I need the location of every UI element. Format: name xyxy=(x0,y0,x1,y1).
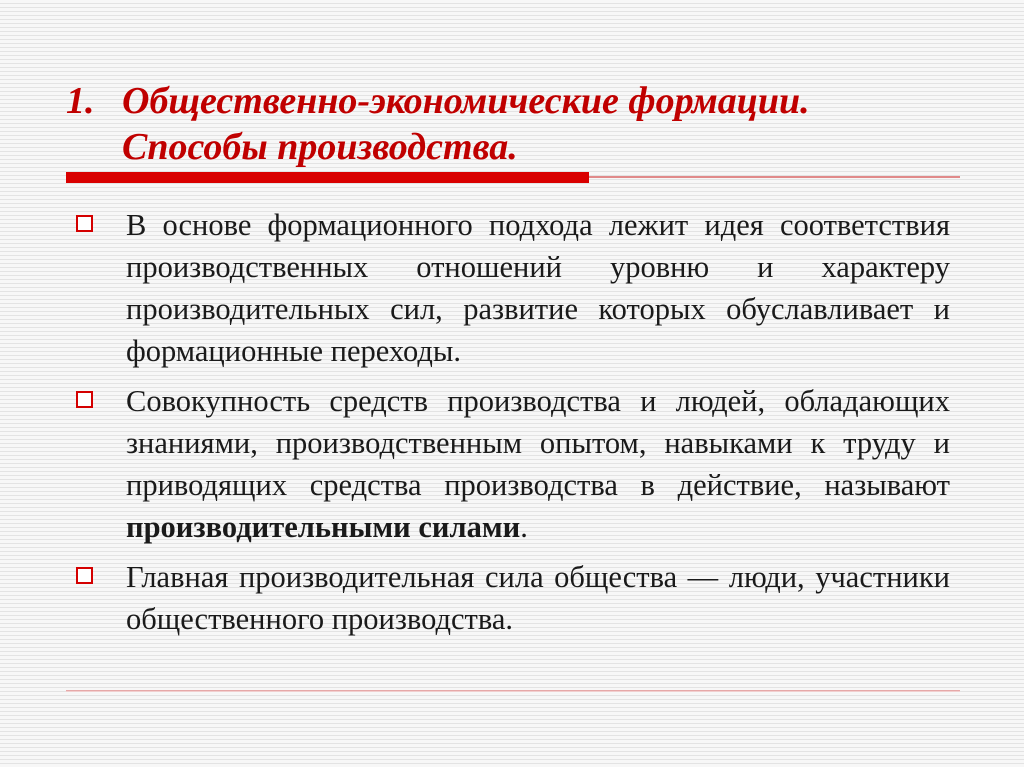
bullet-marker xyxy=(76,204,126,372)
bullet-list xyxy=(76,204,950,648)
bullet-text-2-bold-term: производительными силами xyxy=(126,510,521,544)
bullet-text-2 xyxy=(126,380,950,548)
title-number: 1. xyxy=(66,80,95,122)
hollow-square-bullet-icon xyxy=(76,567,93,584)
title-number-spacer xyxy=(66,124,122,170)
bullet-marker xyxy=(76,380,126,548)
bullet-text-1: В основе формационного подхода лежит идея соответствия производственных отношений уровню и характеру производительных сил, развитие которых обуславливает и формационные переходы. xyxy=(126,208,950,368)
title-accent-bar xyxy=(66,172,589,183)
footer-divider xyxy=(66,690,960,692)
title-row-2 xyxy=(66,124,946,170)
bullet-item-3 xyxy=(76,556,950,640)
hollow-square-bullet-icon xyxy=(76,215,93,232)
title-line-1: Общественно-экономические формации. xyxy=(122,80,810,122)
bullet-marker xyxy=(76,556,126,640)
title-line-2: Способы производства. xyxy=(122,126,518,168)
bullet-text-3: Главная производительная сила общества — люди, участники общественного производства. xyxy=(126,560,950,636)
title-row-1 xyxy=(66,78,946,124)
bullet-text-2-after: . xyxy=(520,510,528,544)
bullet-item-2 xyxy=(76,380,950,548)
hollow-square-bullet-icon xyxy=(76,391,93,408)
title-accent-line xyxy=(589,176,960,178)
bullet-text-2-before: Совокупность средств производства и людей, обладающих знаниями, производственным опытом, навыками к труду и приводящих средства производства в действие, называют xyxy=(126,384,950,502)
bullet-item-1 xyxy=(76,204,950,372)
slide-title xyxy=(66,78,946,170)
